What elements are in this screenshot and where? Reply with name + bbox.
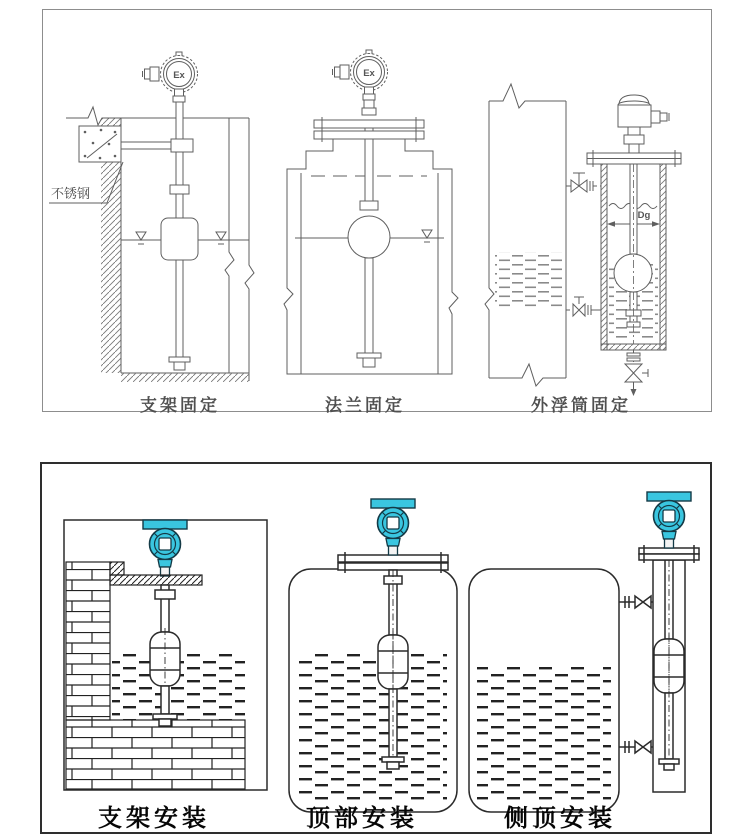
rod-end-stop (363, 358, 375, 367)
lower-valve (566, 297, 601, 316)
tank-left-wall (485, 101, 494, 378)
sensor-rod (365, 258, 373, 353)
caption-top-install: 顶部安装 (306, 805, 418, 832)
fixing-methods-panel (42, 9, 712, 415)
ex-marking: Ex (173, 70, 185, 81)
rod-coupling (155, 590, 175, 599)
chamber-wall (660, 164, 666, 350)
chamber-wall (601, 164, 607, 350)
flange-plate (639, 548, 699, 554)
rod-end-stop (174, 362, 185, 370)
caption-bracket-fixing: 支架固定 (140, 396, 220, 415)
diagram-flange-fixing (284, 50, 458, 374)
transmitter-head-icon (371, 499, 415, 555)
rod-end-stop (387, 762, 399, 769)
sensor-rod (176, 100, 183, 218)
support-shelf (110, 575, 202, 585)
ceiling-line (66, 107, 249, 125)
float-sphere (348, 216, 390, 258)
upper-valve (566, 173, 601, 192)
upper-pipe-valve (619, 596, 653, 608)
rod-end-stop (169, 357, 190, 362)
flange-plate (314, 131, 424, 139)
brick-wall (66, 562, 110, 720)
chamber-bottom (601, 344, 666, 350)
installation-panel (40, 462, 712, 834)
floor-hatch (121, 373, 249, 382)
transmitter-head-icon (647, 492, 691, 548)
rod-end-stop (159, 719, 171, 726)
flange-plate (338, 563, 448, 570)
float (161, 218, 198, 260)
tank-wall-break (245, 118, 254, 381)
tank-bottom (489, 364, 566, 386)
diagram-chamber-fixing (485, 84, 681, 396)
pipe-diameter-label: Dg (637, 210, 651, 221)
diagram-bracket-fixing (49, 52, 254, 382)
drain-valve (625, 350, 648, 396)
stainless-steel-label: 不锈钢 (51, 186, 91, 201)
diagram-side-top-install (469, 492, 699, 812)
sensor-rod (161, 686, 169, 714)
float-sphere (614, 254, 652, 292)
caption-side-top-install: 侧顶安装 (504, 805, 616, 832)
flange-plate (338, 555, 448, 562)
level-symbol (422, 230, 432, 242)
rod-coupling (360, 201, 378, 210)
diagram-top-install (289, 499, 457, 812)
flange-plate (639, 554, 699, 560)
rod-coupling (170, 185, 189, 194)
fixing-methods-drawing (43, 10, 711, 411)
tank-top (489, 84, 566, 108)
rod-end-stop (357, 353, 381, 358)
caption-bracket-install: 支架安装 (98, 805, 210, 832)
rod-end-stop (664, 764, 674, 770)
rod-clamp (171, 139, 193, 152)
wall-ledge (110, 562, 124, 575)
brick-floor (66, 720, 245, 789)
ex-head-icon (143, 52, 198, 102)
caption-flange-fixing: 法兰固定 (325, 396, 405, 415)
diagram-bracket-install (64, 520, 267, 790)
sensor-rod (176, 260, 183, 357)
water-pattern (495, 252, 563, 308)
installation-drawing (42, 464, 710, 832)
caption-chamber-fixing: 外浮筒固定 (531, 396, 631, 415)
tank-wall-break (225, 118, 234, 373)
lower-pipe-valve (619, 741, 653, 753)
float-icon (150, 628, 180, 690)
flange-plate (314, 120, 424, 128)
ex-head-icon (333, 50, 388, 100)
water-pattern (299, 652, 447, 802)
water-pattern (477, 667, 611, 803)
transmitter-head-icon (143, 520, 187, 576)
transmitter-head (618, 95, 669, 153)
ex-marking: Ex (363, 68, 375, 79)
